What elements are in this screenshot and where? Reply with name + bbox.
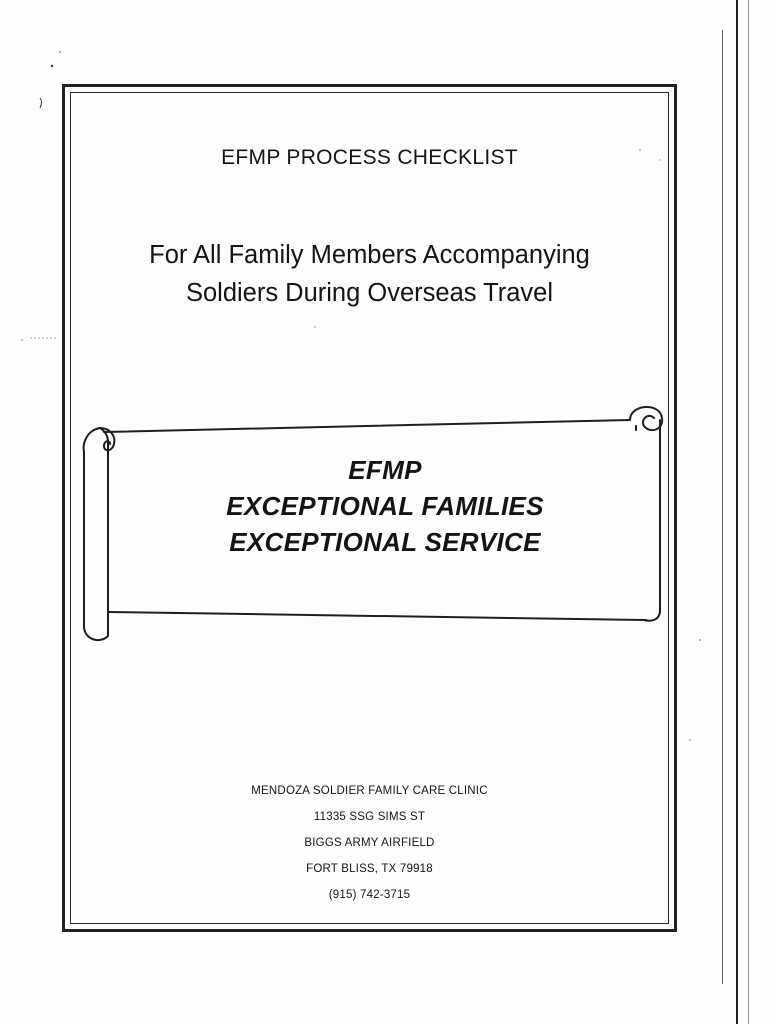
banner-line: EXCEPTIONAL FAMILIES [226, 491, 544, 521]
address-line: (915) 742-3715 [328, 889, 411, 901]
scan-edge-line [748, 0, 749, 1024]
scan-edge-line [736, 0, 738, 1024]
address-line: MENDOZA SOLDIER FAMILY CARE CLINIC [251, 785, 488, 797]
banner-line: EXCEPTIONAL SERVICE [229, 527, 541, 557]
banner-text [120, 452, 650, 560]
banner-line: EFMP [348, 455, 422, 485]
subtitle [70, 236, 669, 312]
subtitle-line: Soldiers During Overseas Travel [185, 279, 554, 307]
subtitle-line: For All Family Members Accompanying [149, 241, 590, 269]
scan-edge-line [722, 30, 723, 984]
address-line: FORT BLISS, TX 79918 [306, 863, 433, 875]
clinic-address [70, 778, 669, 908]
address-line: 11335 SSG SIMS ST [313, 811, 426, 823]
checklist-heading: EFMP PROCESS CHECKLIST [221, 146, 518, 169]
address-line: BIGGS ARMY AIRFIELD [304, 837, 435, 849]
